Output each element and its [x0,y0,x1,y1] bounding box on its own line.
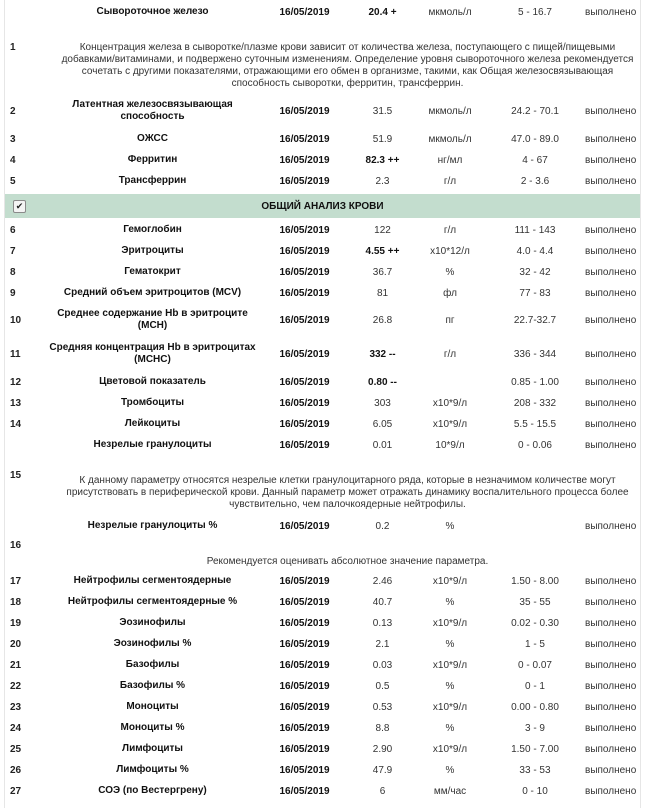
row-number: 12 [10,376,22,388]
test-name: Средняя концентрация Hb в эритроцитах (MCHC) [49,342,256,365]
test-date: 16/05/2019 [279,701,330,713]
table-right-border [640,0,641,808]
test-status: выполнено [585,133,637,145]
result-row [5,719,640,737]
row-number: 7 [10,245,16,257]
test-date: 16/05/2019 [279,348,330,360]
test-status: выполнено [585,6,637,18]
row-number: 2 [10,105,16,117]
test-unit: мкмоль/л [428,105,472,117]
test-value: 6.05 [372,418,393,430]
result-row [5,436,640,454]
test-unit: % [445,764,455,776]
test-unit: нг/мл [437,154,463,166]
reference-range: 0 - 10 [522,785,548,797]
test-name: СОЭ (по Вестергрену) [98,785,207,796]
test-status: выполнено [585,575,637,587]
test-name: Латентная железосвязывающая способность [72,99,233,122]
test-value: 2.3 [375,175,390,187]
reference-range: 35 - 55 [519,596,551,608]
test-unit: пг [445,314,455,326]
row-number: 10 [10,314,22,326]
result-row [5,517,640,535]
test-value: 0.2 [375,520,390,532]
row-number: 17 [10,575,22,587]
result-row [5,761,640,779]
test-unit: % [445,596,455,608]
result-row [5,284,640,302]
test-value: 0.80 -- [368,376,397,388]
row-number: 26 [10,764,22,776]
row-number: 14 [10,418,22,430]
note-serum-iron: Концентрация железа в сыворотке/плазме крови зависит от количества железа, поступающего с пищей/пищевыми добавками/витаминами, и подвержено суточным изменениям. Определение уровня сывороточного железа рекомендуется сочетать с другими показателями, отражающими его обмен в организме, такими, как Общая железосвязывающая способность сыворотки, ферритин, трансферрин. [61,42,634,89]
test-name: Моноциты % [120,722,185,733]
test-date: 16/05/2019 [279,764,330,776]
row-number: 6 [10,224,16,236]
test-status: выполнено [585,743,637,755]
test-status: выполнено [585,154,637,166]
test-unit: x10*9/л [432,575,468,587]
test-unit: x10*9/л [432,701,468,713]
test-value: 8.8 [375,722,390,734]
row-number: 21 [10,659,22,671]
test-date: 16/05/2019 [279,743,330,755]
result-row [5,415,640,433]
test-value: 0.13 [372,617,393,629]
test-value: 81 [376,287,389,299]
reference-range: 1.50 - 8.00 [511,575,559,587]
test-status: выполнено [585,680,637,692]
result-row [5,242,640,260]
result-row [5,394,640,412]
test-name: Базофилы % [119,680,186,691]
result-row [5,373,640,391]
test-unit: мкмоль/л [428,6,472,18]
test-name: Средний объем эритроцитов (MCV) [63,287,242,298]
test-status: выполнено [585,659,637,671]
test-status: выполнено [585,224,637,236]
test-value: 6 [379,785,386,797]
row-number: 9 [10,287,16,299]
test-date: 16/05/2019 [279,133,330,145]
test-status: выполнено [585,287,637,299]
reference-range: 5.5 - 15.5 [513,418,557,430]
result-row [5,656,640,674]
test-unit: % [445,722,455,734]
test-status: выполнено [585,596,637,608]
test-status: выполнено [585,397,637,409]
test-name: ОЖСС [137,133,168,144]
test-name: Тромбоциты [120,397,185,408]
test-status: выполнено [585,418,637,430]
result-row [5,340,640,368]
result-row [5,593,640,611]
row-number [10,517,40,535]
row-number: 23 [10,701,22,713]
test-unit: x10*9/л [432,617,468,629]
test-unit: x10*9/л [432,659,468,671]
row-number-16: 16 [10,539,22,551]
test-date: 16/05/2019 [279,617,330,629]
test-name: Незрелые гранулоциты [93,439,212,450]
reference-range: 0.02 - 0.30 [511,617,559,629]
section-checkbox[interactable]: ✔ [13,200,26,213]
test-unit: % [445,520,455,532]
note-absolute-value: Рекомендуется оценивать абсолютное значение параметра. [206,556,489,567]
reference-range: 0.00 - 0.80 [511,701,559,713]
test-date: 16/05/2019 [279,722,330,734]
test-name: Нейтрофилы сегментоядерные [73,575,232,586]
test-name: Лимфоциты [122,743,183,754]
test-name: Гемоглобин [123,224,182,235]
test-status: выполнено [585,348,637,360]
reference-range: 0 - 1 [524,680,545,692]
row-number: 25 [10,743,22,755]
result-row [5,263,640,281]
result-row [5,306,640,334]
reference-range: 47.0 - 89.0 [511,133,559,145]
test-value: 122 [374,224,391,236]
test-status: выполнено [585,439,637,451]
test-unit: мм/час [433,785,467,797]
test-unit: г/л [443,175,457,187]
test-unit: x10*12/л [430,245,470,257]
test-date: 16/05/2019 [279,266,330,278]
result-row [5,614,640,632]
row-number: 22 [10,680,22,692]
test-unit: x10*9/л [432,743,468,755]
row-number [10,3,40,21]
test-unit: мкмоль/л [428,133,472,145]
row-number: 24 [10,722,22,734]
test-date: 16/05/2019 [279,154,330,166]
row-number-1: 1 [10,41,16,53]
row-number: 13 [10,397,22,409]
test-status: выполнено [585,245,637,257]
reference-range: 1.50 - 7.00 [511,743,559,755]
test-date: 16/05/2019 [279,105,330,117]
reference-range: 4 - 67 [522,154,548,166]
test-unit [420,373,480,391]
section-cbc-header [5,194,640,218]
test-name: Нейтрофилы сегментоядерные % [67,596,238,607]
row-number: 11 [10,348,21,360]
reference-range: 5 - 16.7 [518,6,552,18]
test-unit: x10*9/л [432,397,468,409]
test-unit: % [445,638,455,650]
result-row [5,151,640,169]
test-date: 16/05/2019 [279,439,330,451]
reference-range [490,517,580,535]
test-unit: фл [443,287,457,299]
test-value: 2.90 [372,743,393,755]
test-date: 16/05/2019 [279,785,330,797]
test-name: Эозинофилы % [113,638,192,649]
test-status: выполнено [585,520,637,532]
note-immature-granulocytes: К данному параметру относятся незрелые клетки гранулоцитарного ряда, которые в незначимом количестве могут присутствовать в периферической крови. Данный параметр может отражать динамику воспалительного процесса более чувствительно, чем палочкоядерные нейтрофилы. [66,475,629,510]
test-value: 332 -- [369,348,396,360]
test-status: выполнено [585,617,637,629]
test-date: 16/05/2019 [279,314,330,326]
test-date: 16/05/2019 [279,397,330,409]
row-number-15: 15 [10,469,22,481]
reference-range: 0 - 0.06 [518,439,552,451]
test-value: 0.03 [372,659,393,671]
test-date: 16/05/2019 [279,575,330,587]
test-name: Трансферрин [118,175,187,186]
result-row [5,698,640,716]
reference-range: 77 - 83 [519,287,551,299]
test-status: выполнено [585,638,637,650]
test-date: 16/05/2019 [279,520,330,532]
test-value: 20.4 + [368,6,397,18]
test-value: 40.7 [372,596,393,608]
reference-range: 3 - 9 [524,722,545,734]
test-value: 51.9 [372,133,393,145]
row-number: 4 [10,154,16,166]
test-date: 16/05/2019 [279,638,330,650]
test-date: 16/05/2019 [279,596,330,608]
test-name: Эозинофилы [119,617,186,628]
test-name: Гематокрит [124,266,181,277]
test-name: Сывороточное железо [96,6,209,17]
test-name: Эритроциты [121,245,184,256]
row-number: 19 [10,617,22,629]
test-unit: 10*9/л [435,439,465,451]
test-name: Моноциты [126,701,179,712]
test-name: Среднее содержание Hb в эритроците (MCH) [57,308,248,331]
test-date: 16/05/2019 [279,6,330,18]
reference-range: 1 - 5 [524,638,545,650]
test-value: 0.01 [372,439,393,451]
test-value: 47.9 [372,764,393,776]
test-unit: % [445,680,455,692]
test-value: 36.7 [372,266,393,278]
test-status: выполнено [585,175,637,187]
reference-range: 22.7-32.7 [513,314,557,326]
test-name: Лейкоциты [124,418,181,429]
row-number [10,436,40,454]
row-number: 20 [10,638,22,650]
test-status: выполнено [585,764,637,776]
test-name: Базофилы [125,659,180,670]
test-value: 82.3 ++ [365,154,400,166]
test-value: 0.53 [372,701,393,713]
reference-range: 33 - 53 [519,764,551,776]
test-status: выполнено [585,266,637,278]
result-row [5,782,640,800]
test-value: 4.55 ++ [365,245,400,257]
test-unit: г/л [443,348,457,360]
test-date: 16/05/2019 [279,224,330,236]
result-row [5,221,640,239]
result-row [5,172,640,190]
test-status: выполнено [585,105,637,117]
test-unit: г/л [443,224,457,236]
test-value: 0.5 [375,680,390,692]
result-row [5,572,640,590]
result-row [5,635,640,653]
test-value: 303 [374,397,391,409]
test-status: выполнено [585,785,637,797]
reference-range: 2 - 3.6 [520,175,550,187]
test-name: Лимфоциты % [116,764,189,775]
result-row [5,130,640,148]
test-date: 16/05/2019 [279,245,330,257]
test-date: 16/05/2019 [279,659,330,671]
test-unit: % [445,266,455,278]
reference-range: 0 - 0.07 [518,659,552,671]
result-row [5,740,640,758]
test-unit: x10*9/л [432,418,468,430]
test-date: 16/05/2019 [279,418,330,430]
test-date: 16/05/2019 [279,175,330,187]
row-number: 3 [10,133,16,145]
test-date: 16/05/2019 [279,680,330,692]
reference-range: 208 - 332 [513,397,557,409]
test-name: Цветовой показатель [99,376,206,387]
test-value: 31.5 [372,105,393,117]
row-number: 8 [10,266,16,278]
test-date: 16/05/2019 [279,287,330,299]
reference-range: 336 - 344 [513,348,557,360]
test-status: выполнено [585,314,637,326]
test-name: Незрелые гранулоциты % [87,520,218,531]
reference-range: 0.85 - 1.00 [511,376,559,388]
test-value: 26.8 [372,314,393,326]
result-row [5,677,640,695]
test-value: 2.1 [375,638,390,650]
test-date: 16/05/2019 [279,376,330,388]
reference-range: 32 - 42 [519,266,551,278]
test-status: выполнено [585,376,637,388]
test-value: 2.46 [372,575,393,587]
test-name: Ферритин [127,154,178,165]
result-row [5,3,640,21]
row-number: 27 [10,785,22,797]
test-status: выполнено [585,701,637,713]
row-number: 5 [10,175,16,187]
row-number: 18 [10,596,22,608]
test-status: выполнено [585,722,637,734]
result-row [5,98,640,124]
reference-range: 24.2 - 70.1 [511,105,559,117]
section-title: ОБЩИЙ АНАЛИЗ КРОВИ [261,200,384,212]
reference-range: 111 - 143 [514,224,556,236]
reference-range: 4.0 - 4.4 [516,245,554,257]
